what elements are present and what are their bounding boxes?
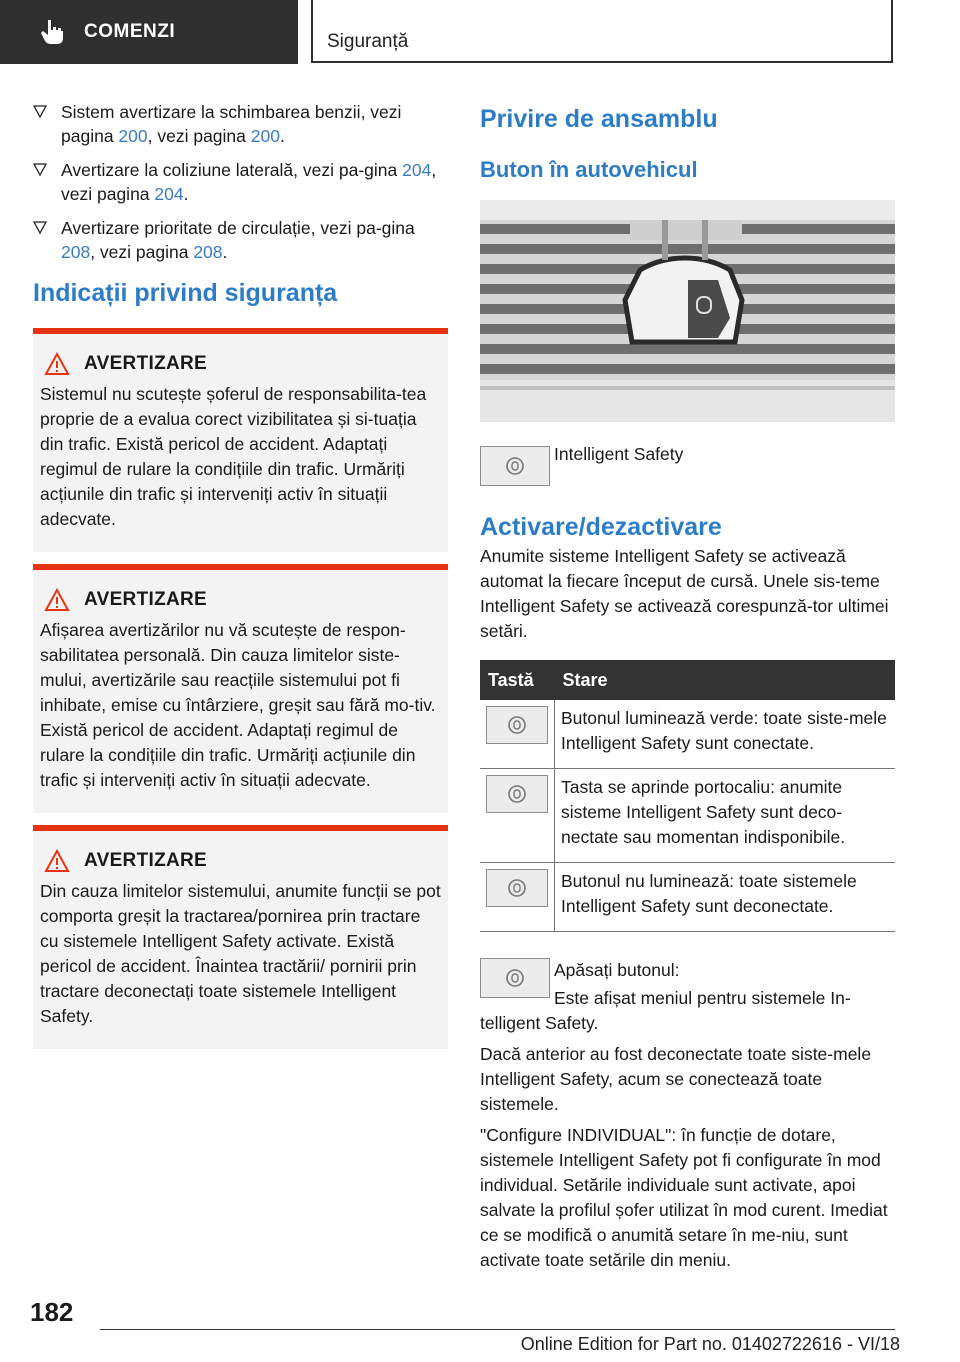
chapter-label: COMENZI	[84, 21, 176, 42]
activation-heading: Activare/dezactivare	[480, 513, 722, 541]
list-text: , vezi pagina	[147, 126, 251, 146]
list-text: , vezi pagina	[90, 242, 194, 262]
page-link[interactable]: 208	[193, 242, 223, 262]
footer-divider	[100, 1329, 895, 1330]
triangle-bullet-icon	[33, 105, 47, 119]
list-item	[33, 100, 448, 148]
page-link[interactable]: 204	[154, 184, 184, 204]
table-row	[480, 700, 895, 769]
button-green-icon	[486, 706, 548, 744]
table-cell-state: Butonul nu luminează: toate sistemele Intelligent Safety sunt deconectate.	[555, 863, 896, 932]
intelligent-safety-icon	[505, 968, 525, 988]
paragraph: "Configure INDIVIDUAL": în funcție de dotare, sistemele Intelligent Safety pot fi configurate în mod individual. Setările individuale sunt activate, apoi salvate la profilul șofer utilizat în mod curent. Imediat ce se modifică o anumită setare în me-niu, sunt activate toate setările din meniu.	[480, 1125, 888, 1270]
button-off-icon	[486, 869, 548, 907]
left-column	[33, 100, 448, 1061]
list-item	[33, 216, 448, 264]
button-caption: Intelligent Safety	[554, 444, 684, 464]
right-column	[480, 100, 895, 1273]
section-header	[311, 0, 893, 63]
warning-text: Sistemul nu scutește șoferul de responsabilita-tea proprie de a evalua corect vizibilitatea și si-tuația din trafic. Există pericol de accident. Adaptați regimul de rulare la condițiile din trafic. Urmăriți acțiunile din trafic și interveniți activ în situații adecvate.	[40, 384, 427, 529]
warning-triangle-icon	[44, 588, 70, 612]
table-row	[480, 769, 895, 863]
triangle-bullet-icon	[33, 221, 47, 235]
page-link[interactable]: 208	[61, 242, 91, 262]
cross-reference-list	[33, 100, 448, 264]
paragraph: Dacă anterior au fost deconectate toate siste-mele Intelligent Safety, acum se conectează toate sistemele.	[480, 1044, 872, 1114]
section-label: Siguranță	[327, 31, 409, 52]
list-text: Avertizare la coliziune laterală, vezi pa-gina	[61, 160, 403, 180]
table-header-key: Tastă	[480, 660, 555, 700]
table-row	[480, 863, 895, 932]
intelligent-safety-button[interactable]	[480, 446, 550, 486]
button-orange-icon	[486, 775, 548, 813]
warning-triangle-icon	[44, 849, 70, 873]
edition-note: Online Edition for Part no. 01402722616 - VI/18	[520, 1334, 900, 1354]
warning-text: Afișarea avertizărilor nu vă scutește de respon-sabilitatea personală. Din cauza limitelor siste-mului, avertizările sau reacțiile sistemului pot fi inhibate, emise cu întârziere, greșit sau fără mo-tiv. Există pericol de accident. Adaptați regimul de rulare la condițiile din trafic. Urmăriți acțiunile din trafic și interveniți activ în situații adecvate.	[40, 620, 436, 790]
page-link[interactable]: 204	[402, 160, 432, 180]
warning-title: AVERTIZARE	[84, 589, 207, 610]
list-item	[33, 158, 448, 206]
warning-title: AVERTIZARE	[84, 353, 207, 374]
list-text: , vezi pagina	[61, 160, 437, 204]
warning-box	[33, 564, 448, 813]
press-result: Este afișat meniul pentru sistemele In-telligent Safety.	[480, 988, 851, 1033]
safety-heading: Indicații privind siguranța	[33, 279, 338, 307]
table-header-state: Stare	[555, 660, 896, 700]
page-link[interactable]: 200	[250, 126, 280, 146]
activation-text: Anumite sisteme Intelligent Safety se activează automat la fiecare început de cursă. Unele sis-teme Intelligent Safety se activează corespunză-tor ultimei setări.	[480, 546, 889, 641]
hand-pointer-icon	[40, 18, 66, 46]
warning-box	[33, 328, 448, 552]
chapter-tab[interactable]	[0, 0, 298, 64]
intelligent-safety-button[interactable]	[480, 958, 550, 998]
warning-title: AVERTIZARE	[84, 850, 207, 871]
list-text: .	[183, 184, 189, 204]
table-cell-state: Butonul luminează verde: toate siste-mele Intelligent Safety sunt conectate.	[555, 700, 896, 769]
table-cell-state: Tasta se aprinde portocaliu: anumite sisteme Intelligent Safety sunt deco-nectate sau momentan indisponibile.	[555, 769, 896, 863]
press-label: Apăsați butonul:	[554, 960, 680, 980]
status-table	[480, 660, 895, 932]
list-text: .	[279, 126, 285, 146]
list-text: Avertizare prioritate de circulație, vezi pa-gina	[61, 218, 415, 238]
warning-triangle-icon	[44, 352, 70, 376]
button-location-heading: Buton în autovehicul	[480, 157, 698, 182]
warning-box	[33, 825, 448, 1049]
button-legend	[480, 446, 895, 486]
list-text: .	[222, 242, 228, 262]
list-text: Sistem avertizare la schimbarea benzii, vezi pagina	[61, 102, 402, 146]
intelligent-safety-icon	[505, 456, 525, 476]
triangle-bullet-icon	[33, 163, 47, 177]
overview-heading: Privire de ansamblu	[480, 105, 718, 133]
vehicle-button-photo	[480, 200, 895, 422]
page-number: 182	[30, 1297, 74, 1327]
page-link[interactable]: 200	[118, 126, 148, 146]
warning-text: Din cauza limitelor sistemului, anumite funcții se pot comporta greșit la tractarea/pornirea prin tractare cu sistemele Intelligent Safety activate. Există pericol de accident. Înaintea tractării/ pornirii prin tractare deconectați toate sistemele Intelligent Safety.	[40, 881, 441, 1026]
